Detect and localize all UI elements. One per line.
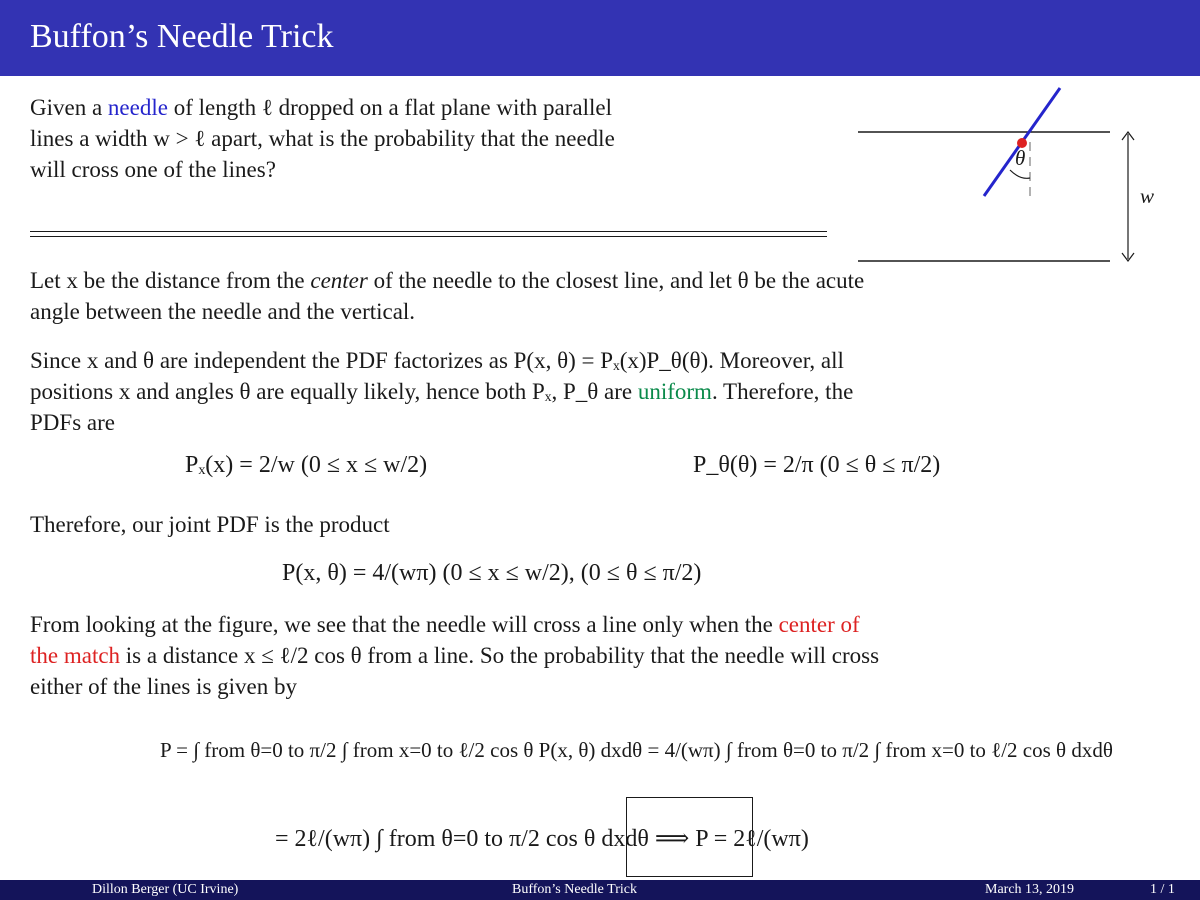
para1-b: of the needle to the closest line, and let θ be the acute: [367, 268, 865, 293]
width-label: w: [1140, 184, 1155, 208]
slide-title: Buffon’s Needle Trick: [30, 18, 334, 55]
final-answer-box: [626, 797, 753, 877]
para1-line2: angle between the needle and the vertical.: [30, 299, 416, 324]
uniform-word: uniform: [637, 379, 712, 404]
paragraph-crossing: [30, 609, 1180, 702]
para4-line3: either of the lines is given by: [30, 674, 297, 699]
para3-line1: Therefore, our joint PDF is the product: [30, 512, 390, 537]
para4-a: From looking at the figure, we see that the needle will cross a line only when the: [30, 612, 779, 637]
para4-b: is a distance x ≤ ℓ/2 cos θ from a line. So the probability that the needle will cross: [120, 643, 880, 668]
needle-figure: [850, 82, 1180, 272]
double-rule-bottom: [30, 236, 827, 237]
angle-label: θ: [1015, 146, 1026, 170]
footer-title: Buffon’s Needle Trick: [512, 882, 637, 897]
equation-probability-line2: = 2ℓ/(wπ) ∫ from θ=0 to π/2 cos θ dxdθ ⟹ P = 2ℓ/(wπ): [275, 826, 809, 852]
para2-line1: Since x and θ are independent the PDF factorizes as P(x, θ) = Pₓ(x)P_θ(θ). Moreover, all: [30, 348, 844, 373]
center-word: center: [310, 268, 368, 293]
footer-page: 1 / 1: [1150, 882, 1175, 897]
equation-joint: P(x, θ) = 4/(wπ) (0 ≤ x ≤ w/2), (0 ≤ θ ≤ π/2): [282, 560, 702, 586]
the-match-red: the match: [30, 643, 121, 668]
paragraph-joint: [30, 509, 1180, 540]
footer-bar: [0, 880, 1200, 900]
equation-ptheta: P_θ(θ) = 2/π (0 ≤ θ ≤ π/2): [693, 452, 941, 478]
paragraph-definitions: [30, 265, 1180, 327]
para2-b: . Therefore, the: [711, 379, 854, 404]
center-of-red: center of: [778, 612, 860, 637]
para2-a: positions x and angles θ are equally likely, hence both Pₓ, P_θ are: [30, 379, 638, 404]
intro-after-line1: of length ℓ dropped on a flat plane with parallel: [167, 95, 612, 120]
para2-line3: PDFs are: [30, 410, 115, 435]
double-rule-top: [30, 231, 827, 232]
intro-paragraph: [30, 92, 840, 185]
intro-line2: lines a width w > ℓ apart, what is the probability that the needle: [30, 126, 615, 151]
angle-arc: [1010, 170, 1030, 178]
footer-date: March 13, 2019: [985, 882, 1075, 897]
intro-line3: will cross one of the lines?: [30, 157, 276, 182]
equation-px: Pₓ(x) = 2/w (0 ≤ x ≤ w/2): [185, 452, 428, 478]
needle-word: needle: [107, 95, 168, 120]
intro-before: Given a: [30, 95, 108, 120]
paragraph-independence: [30, 345, 1180, 438]
footer-author: Dillon Berger (UC Irvine): [92, 882, 239, 897]
title-bar: [0, 0, 1200, 76]
para1-a: Let x be the distance from the: [30, 268, 311, 293]
equation-probability-line1: P = ∫ from θ=0 to π/2 ∫ from x=0 to ℓ/2 cos θ P(x, θ) dxdθ = 4/(wπ) ∫ from θ=0 to π/2 ∫ from x=0 to ℓ/2 cos θ dxdθ: [160, 738, 1113, 762]
